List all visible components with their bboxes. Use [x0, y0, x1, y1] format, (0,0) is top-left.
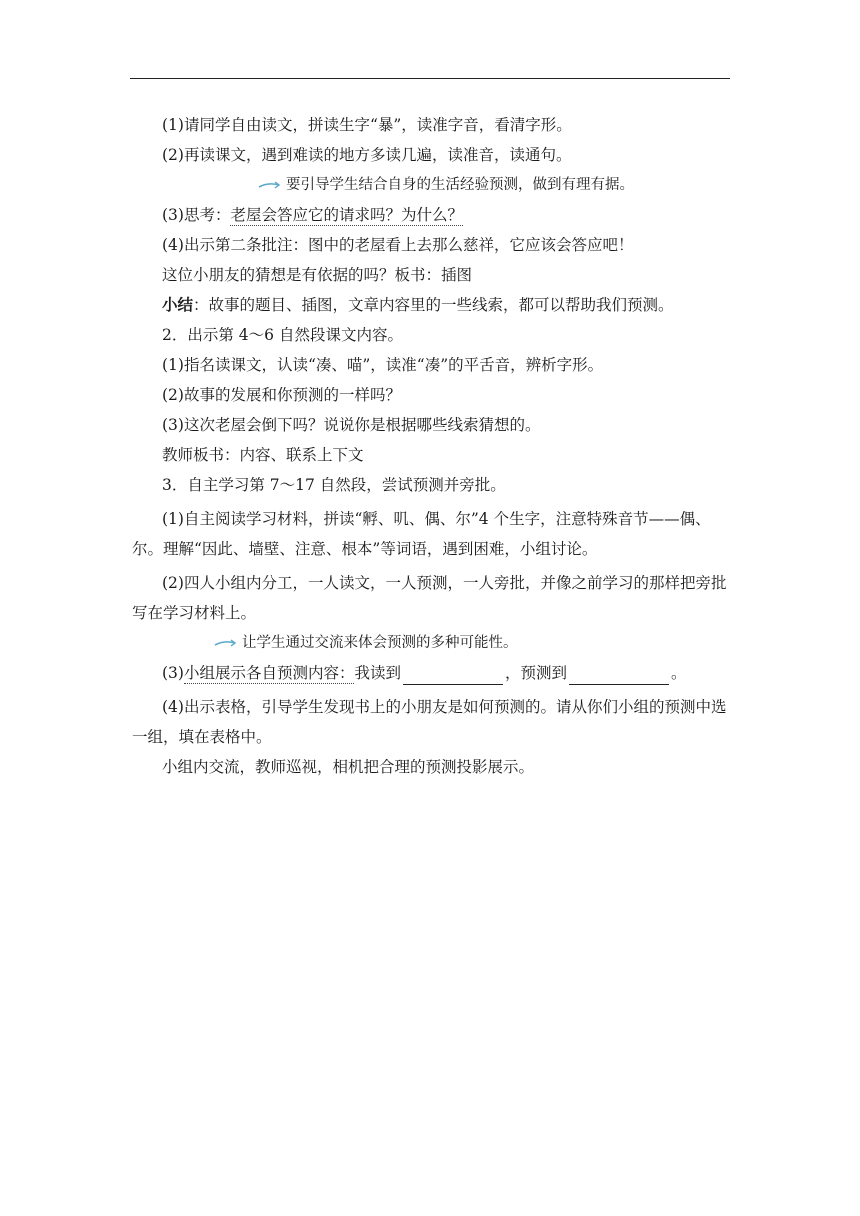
arrow-icon: [258, 180, 280, 190]
text-line: (1)指名读课文，认读“凑、喵”，读准“凑”的平舌音，辨析字形。: [162, 356, 604, 374]
summary-text: ：故事的题目、插图，文章内容里的一些线索，都可以帮助我们预测。: [193, 296, 674, 314]
text-line: 2．出示第 4～6 自然段课文内容。: [162, 326, 403, 344]
underlined-question: 老屋会答应它的请求吗？为什么？: [230, 206, 463, 224]
summary-label: 小结: [162, 295, 194, 314]
text-line: 3．自主学习第 7～17 自然段，尝试预测并旁批。: [162, 476, 506, 494]
text-line: (1)请同学自由读文，拼读生字“暴”，读准字音，看清字形。: [162, 116, 572, 134]
note-text: 让学生通过交流来体会预测的多种可能性。: [242, 635, 518, 651]
text-line: (4)出示第二条批注：图中的老屋看上去那么慈祥，它应该会答应吧！: [162, 236, 634, 254]
blank-field: [403, 668, 503, 685]
header-rule: [130, 78, 730, 79]
fill-in-line: [162, 662, 730, 692]
item-prefix: (3): [162, 664, 184, 682]
text-line: (2)故事的发展和你预测的一样吗？: [162, 386, 401, 404]
summary-line: [162, 294, 730, 324]
paragraph: (4)出示表格，引导学生发现书上的小朋友是如何预测的。请从你们小组的预测中选一组，填在表格中。: [132, 698, 727, 746]
document-body: [132, 114, 730, 786]
text-line: (3)这次老屋会倒下吗？说说你是根据哪些线索猜想的。: [162, 416, 541, 434]
prompt-end: 。: [671, 664, 687, 682]
margin-note: [162, 632, 730, 662]
underlined-prompt: 小组展示各自预测内容：: [183, 664, 355, 682]
prompt-text: 我读到: [354, 664, 401, 682]
text-line: (2)再读课文，遇到难读的地方多读几遍，读准音，读通句。: [162, 146, 572, 164]
arrow-icon: [214, 638, 236, 648]
margin-note: [162, 174, 730, 204]
question-prefix: (3)思考：: [162, 206, 231, 224]
text-line: 小组内交流，教师巡视，相机把合理的预测投影展示。: [162, 758, 535, 776]
note-text: 要引导学生结合自身的生活经验预测，做到有理有据。: [286, 177, 634, 193]
text-line: 这位小朋友的猜想是有依据的吗？板书：插图: [162, 266, 473, 284]
text-line: [162, 204, 730, 234]
text-line: 教师板书：内容、联系上下文: [162, 446, 364, 464]
paragraph: (1)自主阅读学习材料，拼读“孵、叽、偶、尔”4 个生字，注意特殊音节——偶、尔。理解“因此、墙壁、注意、根本”等词语，遇到困难，小组讨论。: [132, 510, 711, 558]
blank-field: [569, 668, 669, 685]
prompt-text: ，预测到: [505, 664, 568, 682]
paragraph: (2)四人小组内分工，一人读文，一人预测，一人旁批，并像之前学习的那样把旁批写在学习材料上。: [132, 574, 727, 622]
